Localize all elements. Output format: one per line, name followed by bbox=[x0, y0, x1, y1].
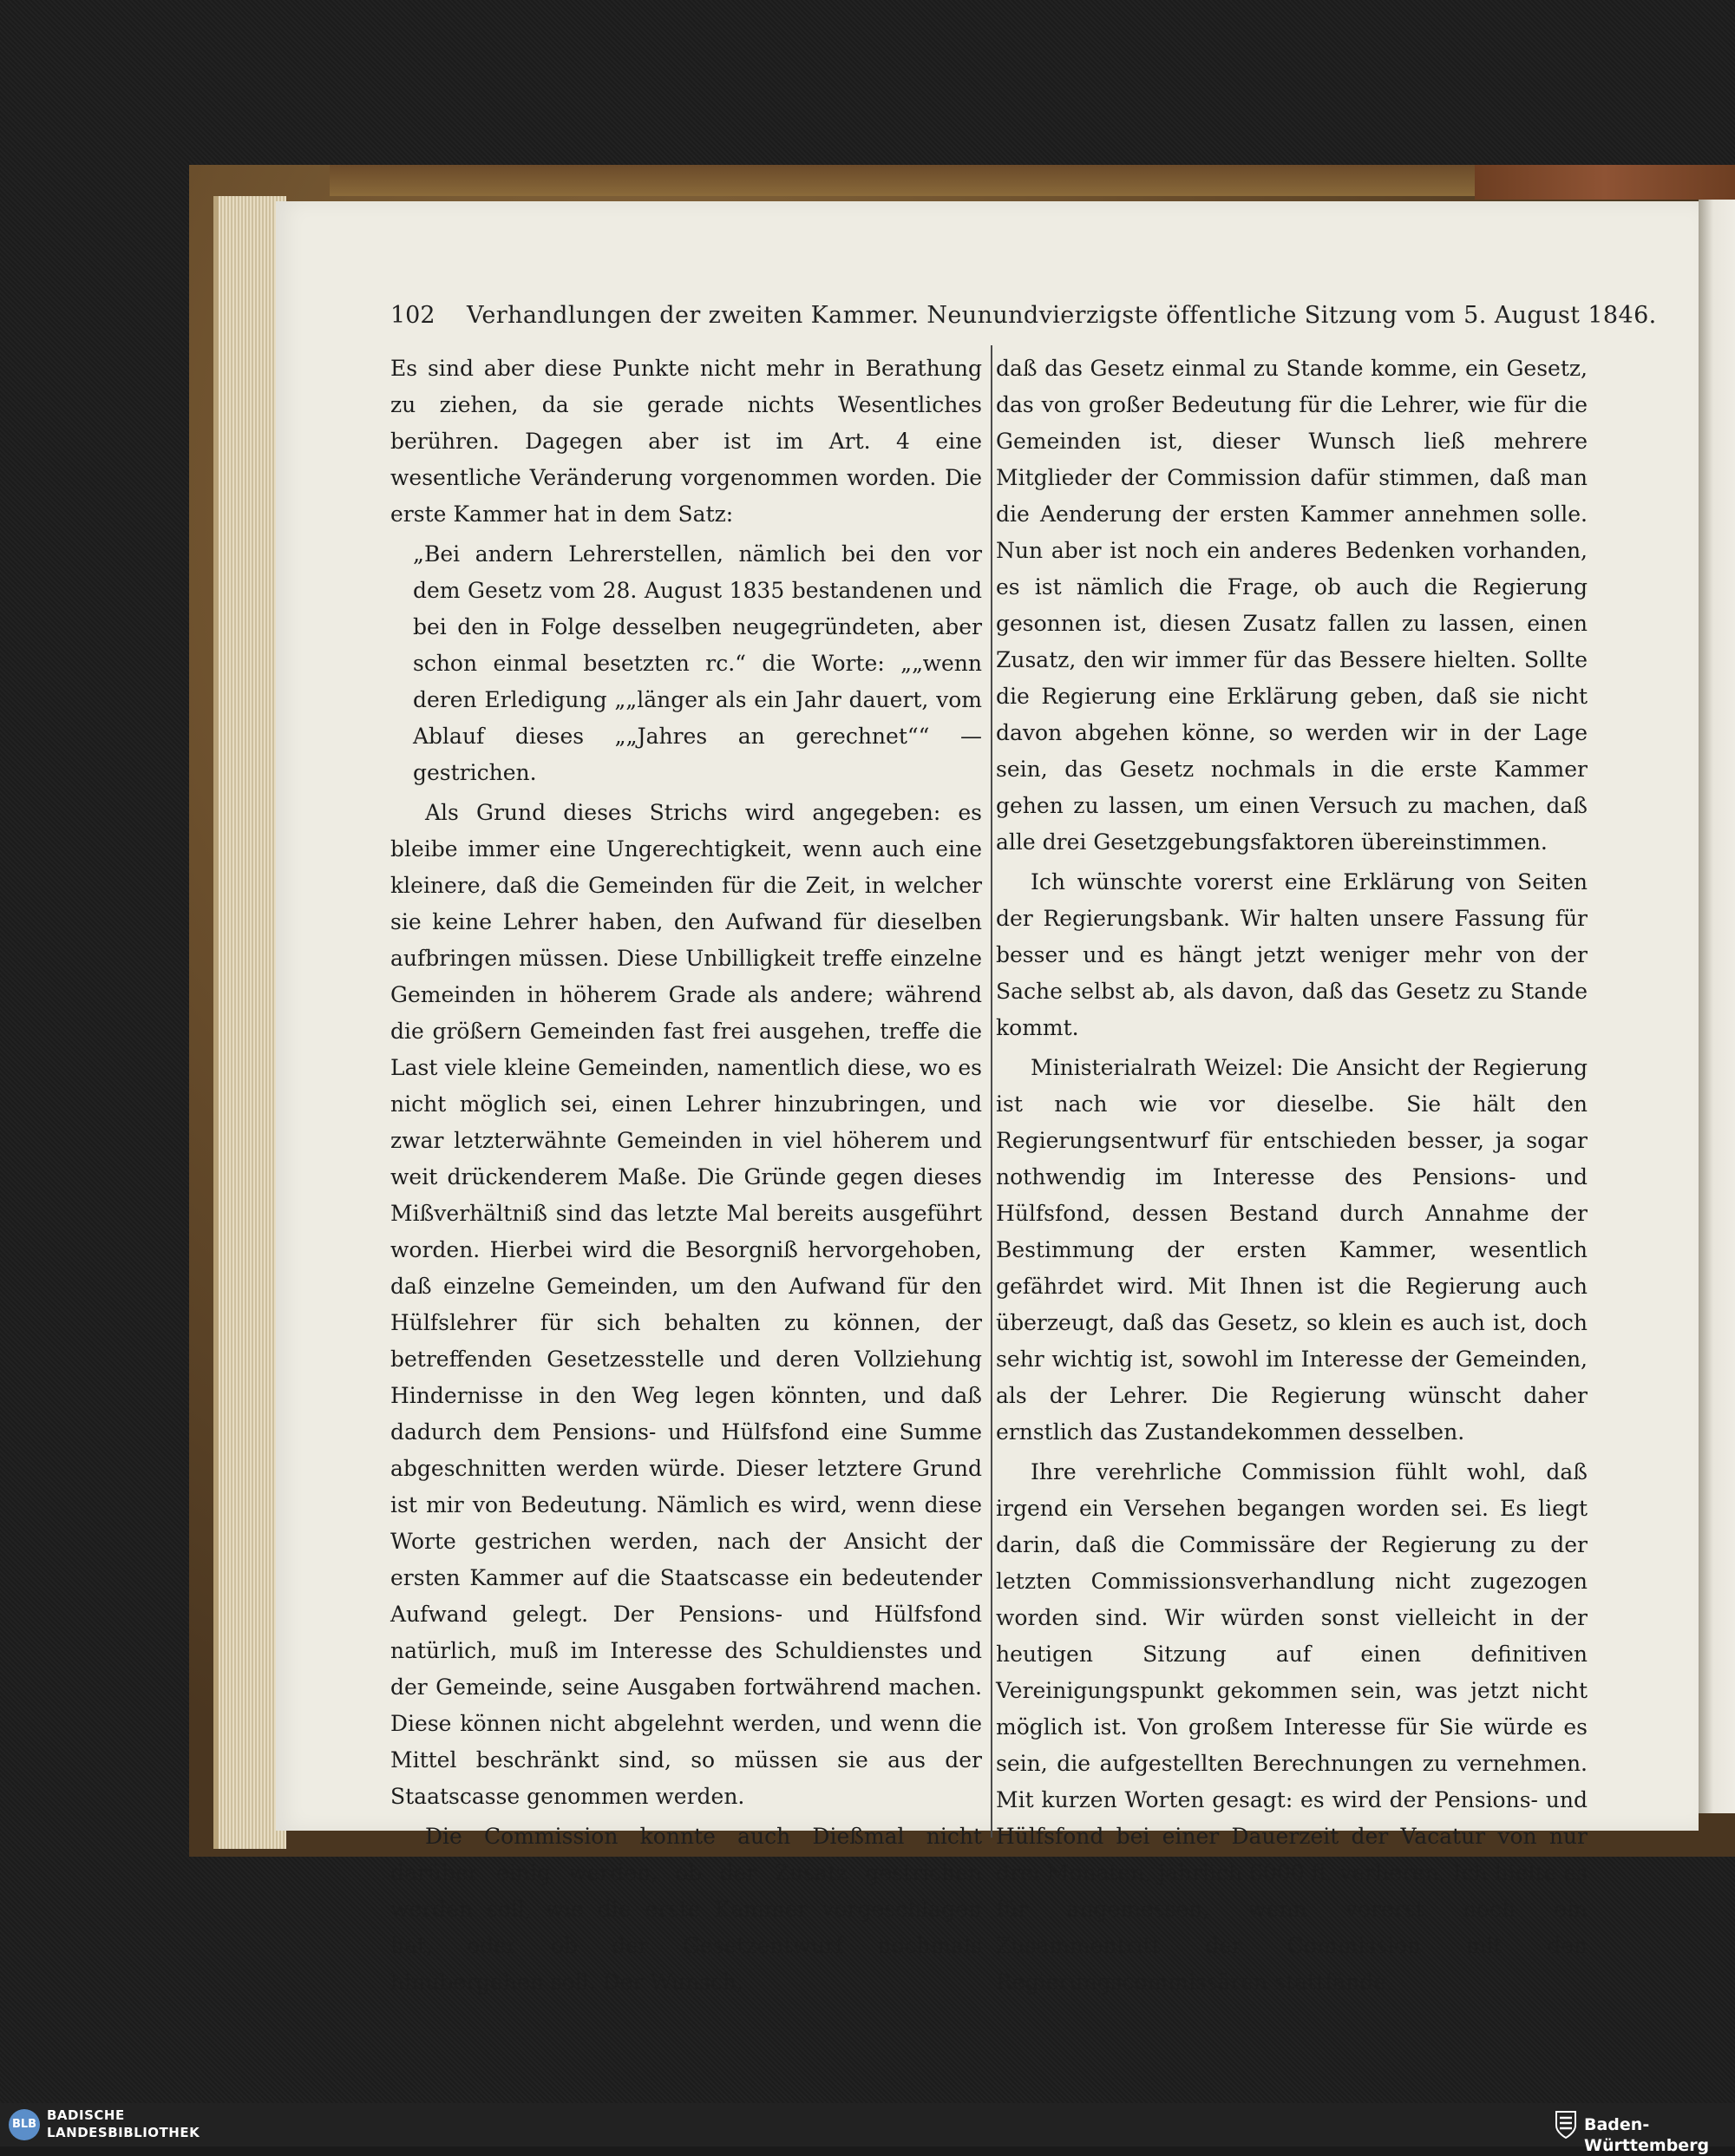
column-divider bbox=[991, 345, 992, 1838]
library-name[interactable] bbox=[47, 2107, 255, 2141]
paragraph: Ihre verehrliche Commission fühlt wohl, daß irgend ein Versehen begangen worden sei. Es liegt darin, daß die Commissäre der Regierung zu der letzten Commissionsverhandlung nicht zugezogen worden sind. Wir würden sonst vielleicht in der heutigen Sitzung auf einen definitiven Vereinigungspunkt gekommen sein, was jetzt nicht möglich ist. Von großem Interesse für Sie würde es sein, die aufgestellten Berechnungen zu vernehmen. Mit kurzen Worten gesagt: es wird der Pensions- und Hülfsfond bei einer Dauerzeit der Vacatur von nur drei Monaten, jährlich 6000 fl. verlieren. Ich hielte es für angemessen, wenn vorerst noch ein Zusammentritt der Commission mit den Regierungscommissären stattfände. bbox=[996, 1459, 1588, 1995]
library-name-line1: BADISCHE bbox=[47, 2107, 125, 2123]
blb-logo[interactable]: BLB bbox=[9, 2109, 40, 2140]
paragraph: daß das Gesetz einmal zu Stande komme, ein Gesetz, das von großer Bedeutung für die Lehrer, wie für die Gemeinden ist, dieser Wunsch ließ mehrere Mitglieder der Commission dafür stimmen, daß man die Aenderung der ersten Kammer annehmen solle. Nun aber ist noch ein anderes Bedenken vorhanden, es ist nämlich die Frage, ob auch die Regierung gesonnen ist, diesen Zusatz fallen zu lassen, einen Zusatz, den wir immer für das Bessere hielten. Sollte die Regierung eine Erklärung geben, daß sie nicht davon abgehen könne, so werden wir in der Lage sein, das Gesetz nochmals in die erste Kammer gehen zu lassen, um einen Versuch zu machen, daß alle drei Gesetzgebungsfaktoren übereinstimmen. bbox=[996, 356, 1588, 855]
library-name-line2: LANDESBIBLIOTHEK bbox=[47, 2125, 200, 2140]
paragraph: Es sind aber diese Punkte nicht mehr in Berathung zu ziehen, da sie gerade nichts Wesentliches berühren. Dagegen aber ist im Art. 4 eine wesentliche Veränderung vorgenommen worden. Die erste Kammer hat in dem Satz: bbox=[390, 356, 982, 527]
book-spine-edge bbox=[1475, 165, 1735, 200]
paragraph: Die Commission konnte auch Dießmal nicht darüber einig werden, ob der Zusatz gestrichen werden soll, wie die erste Kammer vorgeschlagen hat, oder ob der Gesetzentwurf nochmals hinübergehen soll. Der Wunsch, bbox=[390, 1824, 982, 1995]
left-column bbox=[390, 351, 982, 2001]
paragraph: Als Grund dieses Strichs wird angegeben: es bleibe immer eine Ungerechtigkeit, wenn auch eine kleinere, daß die Gemeinden für die Zeit, in welcher sie keine Lehrer haben, den Aufwand für dieselben aufbringen müssen. Diese Unbilligkeit treffe einzelne Gemeinden in höherem Grade als andere; während die größern Gemeinden fast frei ausgehen, treffe die Last viele kleine Gemeinden, namentlich diese, wo es nicht möglich sei, einen Lehrer hinzubringen, und zwar letzterwähnte Gemeinden in viel höherem und weit drückenderem Maße. Die Gründe gegen dieses Mißverhältniß sind das letzte Mal bereits ausgeführt worden. Hierbei wird die Besorgniß hervorgehoben, daß einzelne Gemeinden, um den Aufwand für den Hülfslehrer für sich behalten zu können, der betreffenden Gesetzesstelle und deren Vollziehung Hindernisse in den Weg legen könnten, und daß dadurch dem Pensions- und Hülfsfond eine Summe abgeschnitten werden würde. Dieser letztere Grund ist mir von Bedeutung. Nämlich es wird, wenn diese Worte gestrichen werden, nach der Ansicht der ersten Kammer auf die Staatscasse ein bedeutender Aufwand gelegt. Der Pensions- und Hülfsfond natürlich, muß im Interesse des Schuldienstes und der Gemeinde, seine Ausgaben fortwährend machen. Diese können nicht abgelehnt werden, und wenn die Mittel beschränkt sind, so müssen sie aus der Staatscasse genommen werden. bbox=[390, 800, 982, 1809]
right-column bbox=[996, 351, 1588, 2001]
running-title: Verhandlungen der zweiten Kammer. Neunundvierzigste öffentliche Sitzung vom 5. August 1846. bbox=[467, 302, 1657, 329]
state-name[interactable]: Baden-Württemberg bbox=[1584, 2115, 1710, 2155]
viewer-footer-bar bbox=[0, 2103, 1735, 2146]
running-header bbox=[390, 302, 1657, 340]
page-number: 102 bbox=[390, 302, 435, 329]
quoted-paragraph: „Bei andern Lehrerstellen, nämlich bei den vor dem Gesetz vom 28. August 1835 bestandenen und bei den in Folge desselben neugegründeten, aber schon einmal besetzten rc.“ die Worte: „„wenn deren Erledigung „„länger als ein Jahr dauert, vom Ablauf dieses „„Jahres an gerechnet““ — gestrichen. bbox=[413, 541, 982, 785]
paragraph: Ministerialrath Weizel: Die Ansicht der Regierung ist nach wie vor dieselbe. Sie hält den Regierungsentwurf für entschieden besser, ja sogar nothwendig im Interesse des Pensions- und Hülfsfond, dessen Bestand durch Annahme der Bestimmung der ersten Kammer, wesentlich gefährdet wird. Mit Ihnen ist die Regierung auch überzeugt, daß das Gesetz, so klein es auch ist, doch sehr wichtig ist, sowohl im Interesse der Gemeinden, als der Lehrer. Die Regierung wünscht daher ernstlich das Zustandekommen desselben. bbox=[996, 1055, 1588, 1445]
paragraph: Ich wünschte vorerst eine Erklärung von Seiten der Regierungsbank. Wir halten unsere Fassung für besser und es hängt jetzt weniger mehr von der Sache selbst ab, als davon, daß das Gesetz zu Stande kommt. bbox=[996, 869, 1588, 1040]
coat-of-arms-icon bbox=[1555, 2110, 1577, 2140]
facing-page-edge bbox=[1699, 200, 1735, 1813]
